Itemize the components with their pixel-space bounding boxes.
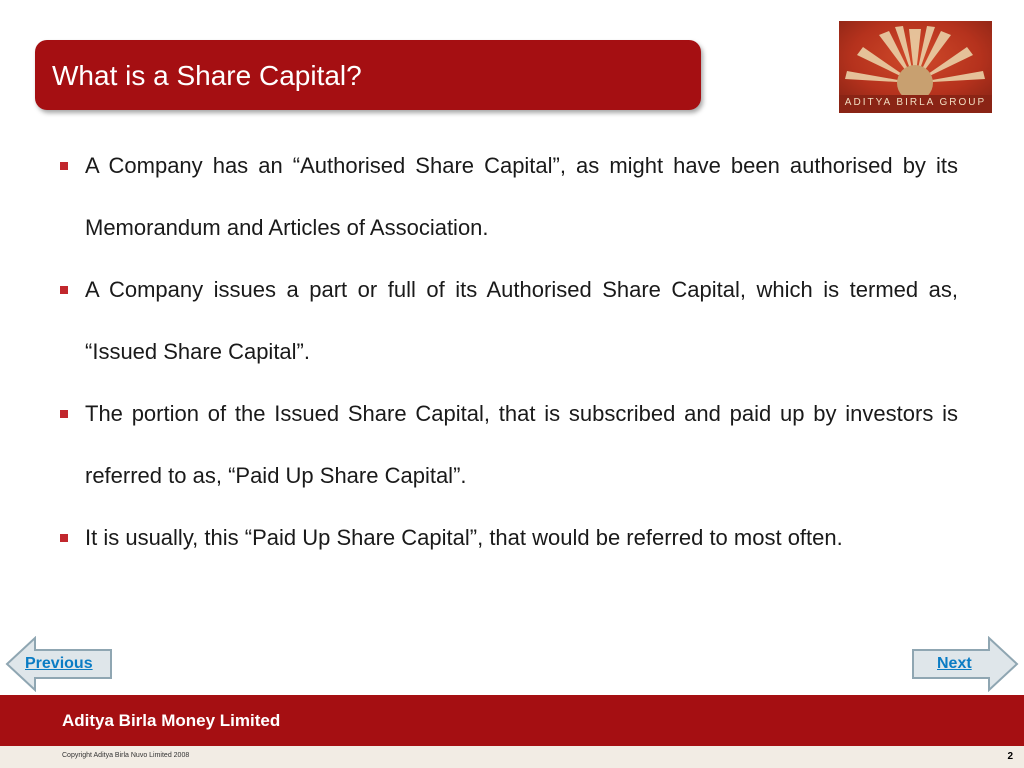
bullet-item	[60, 135, 958, 259]
square-bullet-icon	[60, 534, 68, 542]
bullet-item	[60, 383, 958, 507]
bullet-text: A Company has an “Authorised Share Capital”, as might have been authorised by its Memorandum and Articles of Association.	[85, 153, 958, 240]
square-bullet-icon	[60, 286, 68, 294]
logo-text: ADITYA BIRLA GROUP	[844, 97, 987, 108]
footer-band	[0, 695, 1024, 746]
square-bullet-icon	[60, 162, 68, 170]
bullet-item	[60, 259, 958, 383]
copyright-text: Copyright Aditya Birla Nuvo Limited 2008	[62, 752, 190, 759]
next-label[interactable]: Next	[937, 655, 972, 672]
page-number: 2	[1007, 751, 1013, 762]
next-button[interactable]	[912, 636, 1019, 692]
previous-button[interactable]	[5, 636, 113, 692]
footer-company: Aditya Birla Money Limited	[62, 711, 281, 730]
bullet-text: The portion of the Issued Share Capital, that is subscribed and paid up by investors is referred to as, “Paid Up Share Capital”.	[85, 401, 958, 488]
square-bullet-icon	[60, 410, 68, 418]
footer-strip	[0, 746, 1024, 768]
bullet-list	[60, 135, 958, 569]
bullet-item	[60, 507, 958, 569]
bullet-text: It is usually, this “Paid Up Share Capital”, that would be referred to most often.	[85, 525, 843, 550]
slide-title: What is a Share Capital?	[52, 60, 362, 91]
bullet-text: A Company issues a part or full of its Authorised Share Capital, which is termed as, “Issued Share Capital”.	[85, 277, 958, 364]
slide-title-bar	[35, 40, 701, 110]
aditya-birla-logo	[839, 21, 992, 113]
previous-label[interactable]: Previous	[25, 655, 93, 672]
